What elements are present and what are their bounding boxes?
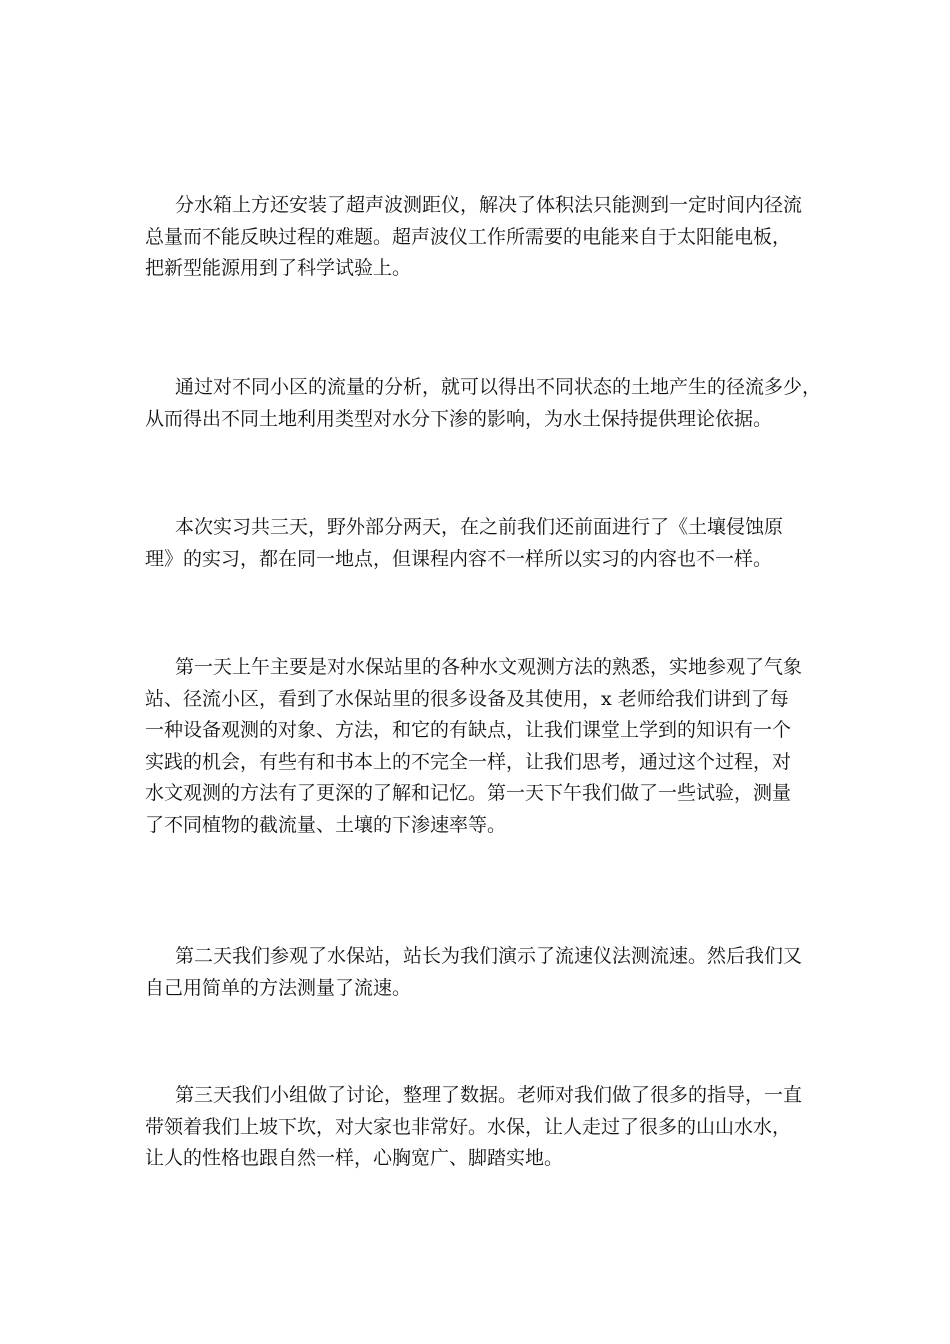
paragraph-line: 把新型能源用到了科学试验上。	[145, 257, 412, 279]
paragraph-line: 第三天我们小组做了讨论，整理了数据。老师对我们做了很多的指导，一直	[175, 1084, 803, 1106]
paragraph-line: 水文观测的方法有了更深的了解和记忆。第一天下午我们做了一些试验，测量	[145, 782, 792, 804]
paragraph-line: 带领着我们上坡下坎，对大家也非常好。水保，让人走过了很多的山山水水，	[145, 1115, 792, 1138]
paragraph-day-three	[145, 1080, 825, 1175]
paragraph-line: 通过对不同小区的流量的分析，就可以得出不同状态的土地产生的径流多少，	[175, 376, 822, 398]
paragraph-internship-overview	[145, 512, 825, 575]
paragraph-line: 实践的机会，有些有和书本上的不完全一样，让我们思考，通过这个过程，对	[145, 750, 792, 773]
paragraph-ultrasonic-rangefinder	[145, 190, 825, 285]
paragraph-line: 自己用简单的方法测量了流速。	[145, 976, 412, 999]
paragraph-line: 让人的性格也跟自然一样，心胸宽广、脚踏实地。	[145, 1147, 564, 1169]
paragraph-line: 本次实习共三天，野外部分两天，在之前我们还前面进行了《土壤侵蚀原	[175, 516, 784, 538]
paragraph-day-one	[145, 652, 825, 841]
paragraph-line: 从而得出不同土地利用类型对水分下渗的影响，为水土保持提供理论依据。	[145, 407, 773, 430]
paragraph-line: 站、径流小区，看到了水保站里的很多设备及其使用，x 老师给我们讲到了每	[145, 687, 789, 710]
paragraph-line: 第二天我们参观了水保站，站长为我们演示了流速仪法测流速。然后我们又	[175, 945, 803, 967]
paragraph-line: 第一天上午主要是对水保站里的各种水文观测方法的熟悉，实地参观了气象	[175, 656, 803, 678]
paragraph-line: 理》的实习，都在同一地点，但课程内容不一样所以实习的内容也不一样。	[145, 547, 773, 570]
paragraph-line: 了不同植物的截流量、土壤的下渗速率等。	[145, 813, 507, 836]
paragraph-flow-analysis	[145, 372, 825, 435]
paragraph-day-two	[145, 941, 825, 1004]
paragraph-line: 分水箱上方还安装了超声波测距仪，解决了体积法只能测到一定时间内径流	[175, 194, 803, 216]
paragraph-line: 总量而不能反映过程的难题。超声波仪工作所需要的电能来自于太阳能电板，	[145, 225, 792, 248]
paragraph-line: 一种设备观测的对象、方法，和它的有缺点，让我们课堂上学到的知识有一个	[145, 719, 792, 741]
